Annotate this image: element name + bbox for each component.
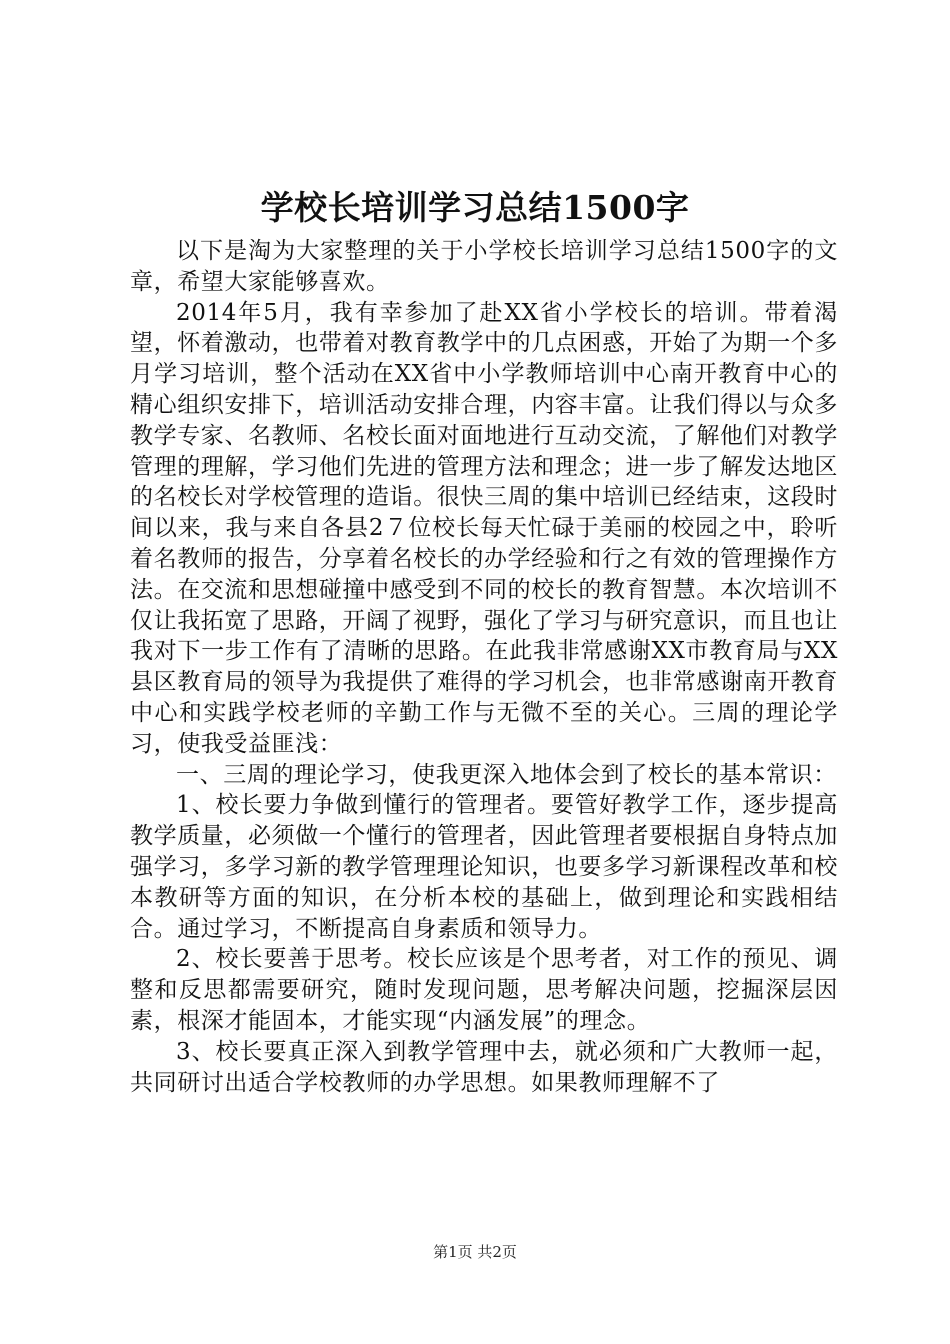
document-body [130,236,838,1098]
page-number-footer: 第1页 共2页 [433,1243,517,1261]
paragraph-point-two: 2、校长要善于思考。校长应该是个思考者，对工作的预见、调整和反思都需要研究，随时发现问题，思考解决问题，挖掘深层因素，根深才能固本，才能实现“内涵发展”的理念。 [130,946,838,1034]
paragraph-intro: 以下是淘为大家整理的关于小学校长培训学习总结1500字的文章，希望大家能够喜欢。 [130,238,838,295]
paragraph-point-three: 3、校长要真正深入到教学管理中去，就必须和广大教师一起，共同研讨出适合学校教师的办学思想。如果教师理解不了 [130,1038,838,1096]
paragraph-training-overview: 2014年5月，我有幸参加了赴XX省小学校长的培训。带着渴望，怀着激动，也带着对教育教学中的几点困惑，开始了为期一个多月学习培训，整个活动在XX省中小学教师培训中心南开教育中心的精心组织安排下，培训活动安排合理，内容丰富。让我们得以与众多教学专家、名教师、名校长面对面地进行互动交流，了解他们对教学管理的理解，学习他们先进的管理方法和理念；进一步了解发达地区的名校长对学校管理的造诣。很快三周的集中培训已经结束，这段时间以来，我与来自各县2７位校长每天忙碌于美丽的校园之中，聆听着名教师的报告，分享着名校长的办学经验和行之有效的管理操作方法。在交流和思想碰撞中感受到不同的校长的教育智慧。本次培训不仅让我拓宽了思路，开阔了视野，强化了学习与研究意识，而且也让我对下一步工作有了清晰的思路。在此我非常感谢XX市教育局与XX县区教育局的领导为我提供了难得的学习机会，也非常感谢南开教育中心和实践学校老师的辛勤工作与无微不至的关心。三周的理论学习，使我受益匪浅： [130,299,838,757]
paragraph-section-one: 一、三周的理论学习，使我更深入地体会到了校长的基本常识： [176,761,837,788]
document-title: 学校长培训学习总结1500字 [260,188,690,227]
paragraph-point-one: 1、校长要力争做到懂行的管理者。要管好教学工作，逐步提高教学质量，必须做一个懂行的管理者，因此管理者要根据自身特点加强学习，多学习新的教学管理理论知识，也要多学习新课程改革和校本教研等方面的知识，在分析本校的基础上，做到理论和实践相结合。通过学习，不断提高自身素质和领导力。 [130,792,838,942]
